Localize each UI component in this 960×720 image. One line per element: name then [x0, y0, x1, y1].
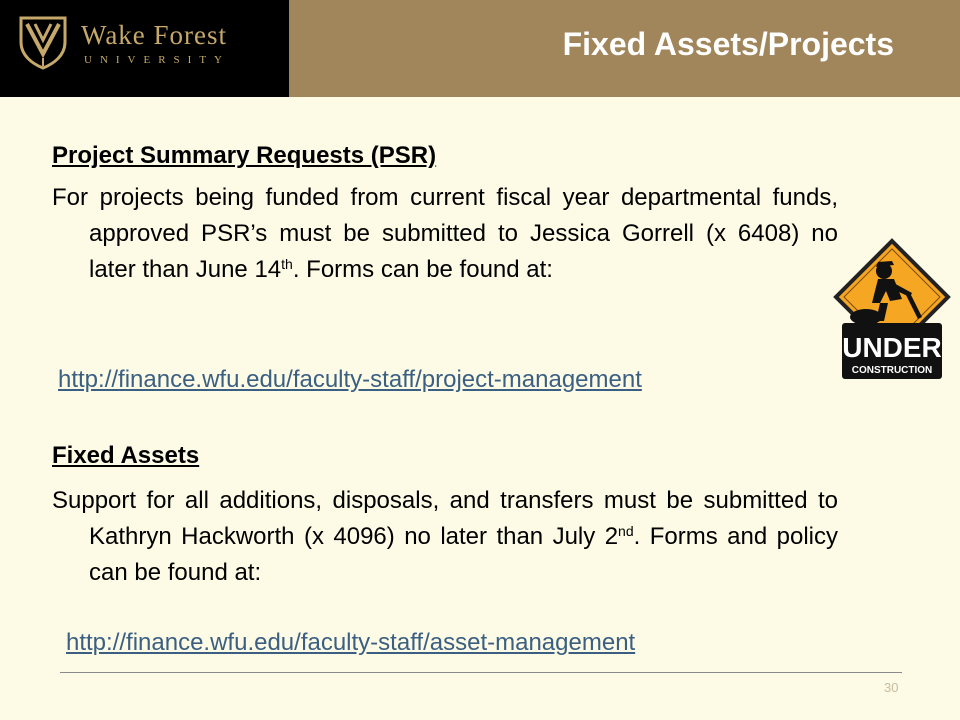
psr-superscript: th [281, 256, 293, 272]
fixed-assets-heading: Fixed Assets [52, 442, 200, 469]
header-band [0, 0, 960, 97]
sign-under-text: UNDER [842, 332, 942, 363]
wake-forest-logo [0, 0, 289, 97]
shield-icon [17, 14, 69, 70]
slide-title: Fixed Assets/Projects [562, 26, 894, 62]
fixed-assets-text: Support for all additions, disposals, and transfers must be submitted to Kathryn Hackworth (x 4096) no later than July 2 [52, 487, 838, 550]
fixed-assets-paragraph [52, 483, 838, 591]
logo-subtitle: UNIVERSITY [84, 54, 230, 66]
asset-management-link[interactable]: http://finance.wfu.edu/faculty-staff/asset-management [66, 629, 636, 656]
footer-divider [60, 672, 902, 673]
project-management-link[interactable]: http://finance.wfu.edu/faculty-staff/project-management [58, 366, 642, 393]
logo-name: Wake Forest [81, 20, 228, 50]
under-construction-icon [832, 237, 952, 383]
psr-text: For projects being funded from current fiscal year departmental funds, approved PSR’s must be submitted to Jessica Gorrell (x 6408) no later than June 14 [52, 184, 838, 283]
fixed-assets-superscript: nd [618, 523, 634, 539]
fixed-assets-text-end: . Forms and policy can be found at: [89, 523, 838, 586]
sign-construction-text: CONSTRUCTION [851, 365, 933, 376]
psr-text-end: . Forms can be found at: [292, 256, 553, 283]
page-number: 30 [884, 680, 899, 695]
psr-heading: Project Summary Requests (PSR) [52, 142, 437, 169]
psr-paragraph [52, 180, 838, 288]
